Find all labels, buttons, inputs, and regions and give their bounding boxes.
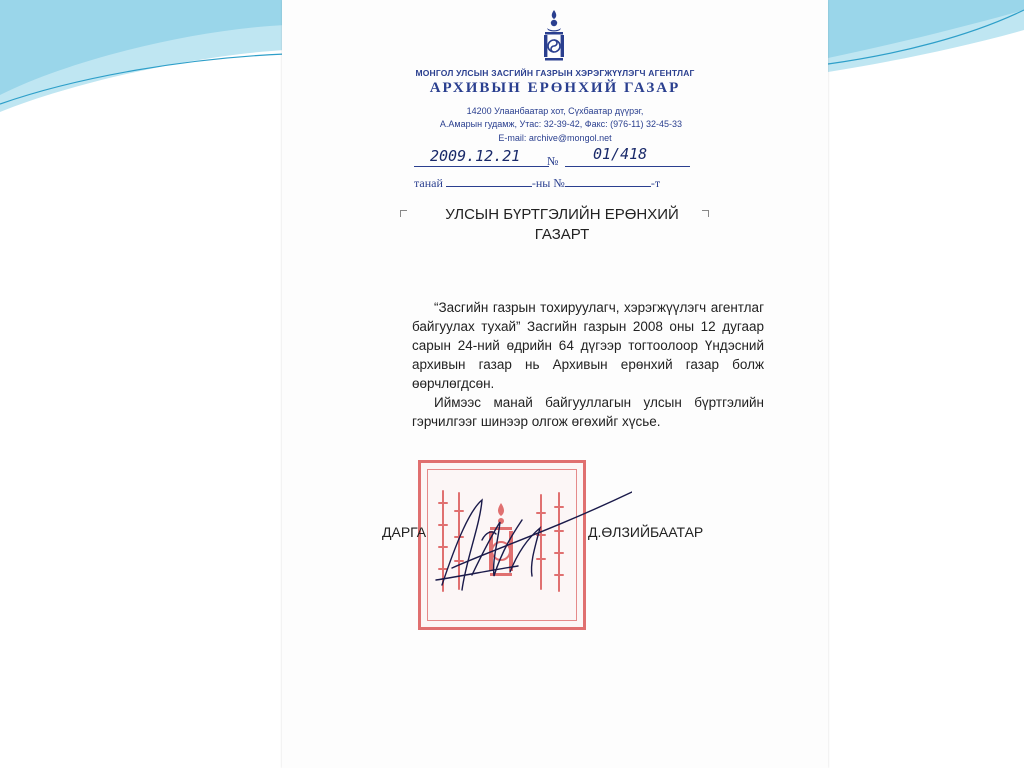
ref-mid: -ны № xyxy=(531,176,565,190)
ref-blank-2 xyxy=(565,177,651,187)
ref-prefix: танай xyxy=(414,176,443,190)
addressee-line2: ГАЗАРТ xyxy=(534,226,590,243)
signatory-title: ДАРГА xyxy=(382,524,427,540)
ref-blank-1 xyxy=(446,177,532,187)
body-paragraph-2: Иймээс манай байгууллагын улсын бүртгэлийн гэрчилгээг шинээр олгож өгөхийг хүсье. xyxy=(412,395,764,429)
letter-body xyxy=(412,298,764,431)
body-paragraph-1: “Засгийн газрын тохируулагч, хэрэгжүүлэгч агентлаг байгуулах тухай” Засгийн газрын 2008 оны 12 дугаар сарын 24-ний өдрийн 64 дүгээр тогтоолоор Үндэсний архивын газар нь Архивын ерөнхий газар болж өөрчлөгдсөн. xyxy=(412,300,764,391)
ref-suffix: -т xyxy=(650,176,661,190)
number-sign: № xyxy=(547,154,559,168)
address-corner-right xyxy=(702,210,709,217)
soyombo-emblem-icon xyxy=(538,8,570,66)
date-underline xyxy=(414,166,549,167)
org-name-line1: МОНГОЛ УЛСЫН ЗАСГИЙН ГАЗРЫН ХЭРЭГЖҮҮЛЭГЧ АГЕНТЛАГ xyxy=(415,68,695,78)
handwritten-date: 2009.12.21 xyxy=(430,147,521,165)
email-line: E-mail: archive@mongol.net xyxy=(498,133,612,143)
address-corner-left xyxy=(400,210,407,217)
org-name-line2: АРХИВЫН ЕРӨНХИЙ ГАЗАР xyxy=(429,80,681,96)
addressee-line1: УЛСЫН БҮРТГЭЛИЙН ЕРӨНХИЙ xyxy=(445,206,679,223)
handwritten-number: 01/418 xyxy=(593,145,648,163)
address-line1: 14200 Улаанбаатар хот, Сүхбаатар дүүрэг, xyxy=(466,106,644,116)
scanned-letter xyxy=(282,0,828,768)
addressee-block xyxy=(422,205,702,245)
address-line2: А.Амарын гудамж, Утас: 32-39-42, Факс: (976-11) 32-45-33 xyxy=(439,119,683,129)
number-underline xyxy=(565,166,690,167)
handwritten-signature-icon xyxy=(422,480,632,600)
signatory-name: Д.ӨЛЗИЙБААТАР xyxy=(588,524,704,540)
reference-line2 xyxy=(414,176,660,191)
